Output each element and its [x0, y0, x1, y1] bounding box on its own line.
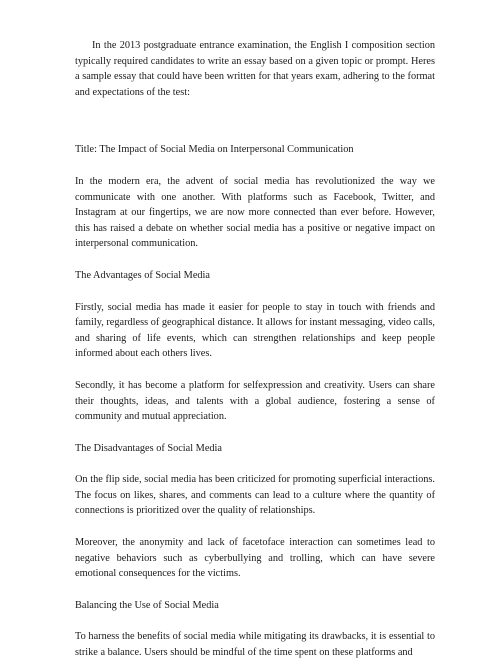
paragraph-advantages-first: Firstly, social media has made it easier for people to stay in touch with friends and family, regardless of geographical distance. It allows for instant messaging, video calls, and sharing of life events, which can strengthen relationships and keep people informed about each others lives. [75, 301, 435, 360]
essay-title: Title: The Impact of Social Media on Interpersonal Communication [75, 144, 354, 156]
paragraph-disadvantages-first: On the flip side, social media has been criticized for promoting superficial interactions. The focus on likes, shares, and comments can lead to a culture where the quantity of connections is prioritized over the quality of relationships. [75, 474, 435, 517]
heading-disadvantages: The Disadvantages of Social Media [75, 442, 222, 454]
document-page [75, 38, 435, 661]
paragraph-disadvantages-second: Moreover, the anonymity and lack of facetoface interaction can sometimes lead to negative behaviors such as cyberbullying and trolling, which can have severe emotional consequences for the victims. [75, 537, 435, 580]
paragraph-introduction: In the modern era, the advent of social media has revolutionized the way we communicate with one another. With platforms such as Facebook, Twitter, and Instagram at our fingertips, we are now more connected than ever before. However, this has raised a debate on whether social media has a positive or negative impact on interpersonal communication. [75, 175, 435, 250]
heading-balancing: Balancing the Use of Social Media [75, 599, 219, 611]
heading-advantages: The Advantages of Social Media [75, 269, 210, 281]
paragraph-advantages-second: Secondly, it has become a platform for selfexpression and creativity. Users can share their thoughts, ideas, and talents with a global audience, fostering a sense of community and mutual appreciation. [75, 379, 435, 423]
intro-paragraph: In the 2013 postgraduate entrance examination, the English I composition section typically required candidates to write an essay based on a given topic or prompt. Heres a sample essay that could have been written for that years exam, adhering to the format and expectations of the test: [75, 40, 435, 98]
paragraph-balancing: To harness the benefits of social media while mitigating its drawbacks, it is essential to strike a balance. Users should be mindful of the time spent on these platforms and [75, 631, 435, 659]
